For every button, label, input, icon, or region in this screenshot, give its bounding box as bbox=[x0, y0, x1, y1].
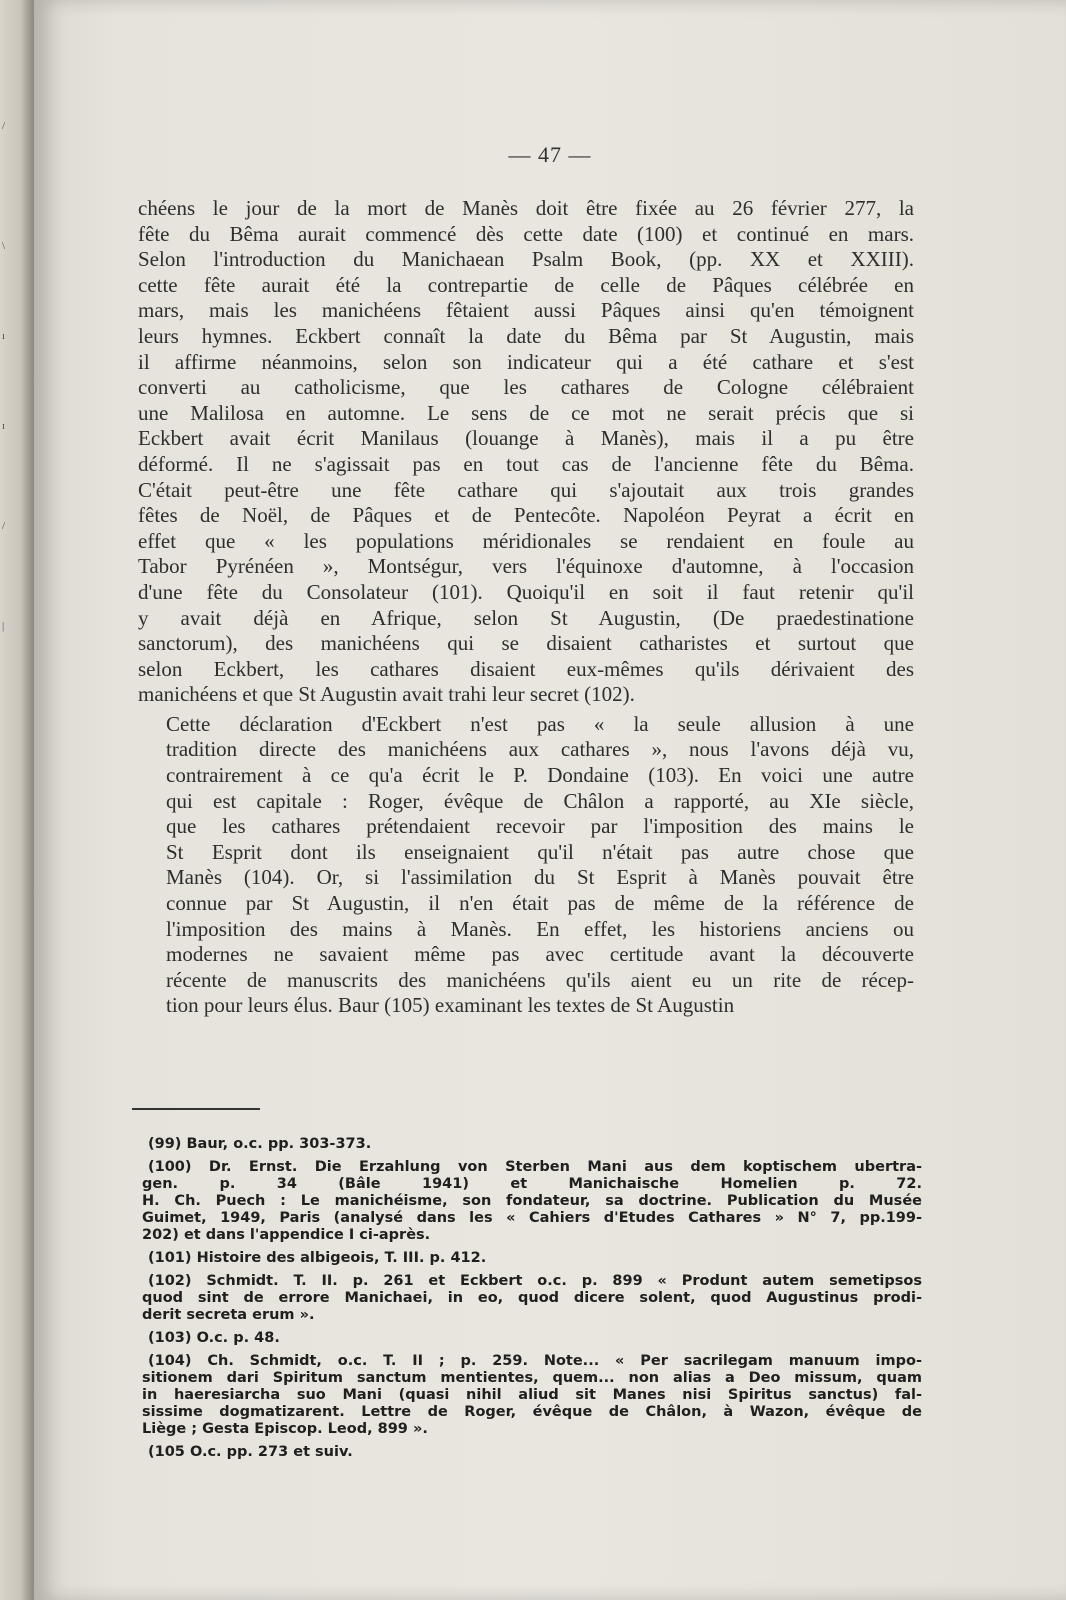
text-line: fête du Bêma aurait commencé dès cette date (100) et continué en mars. bbox=[138, 221, 914, 246]
adjacent-page-mark: / bbox=[2, 520, 6, 532]
footnote bbox=[142, 1273, 922, 1324]
text-line: une Malilosa en automne. Le sens de ce mot ne serait précis que si bbox=[138, 400, 914, 425]
text-line: cette fête aurait été la contrepartie de celle de Pâques célébrée en bbox=[138, 272, 914, 297]
footnote-line: 202) et dans l'appendice I ci-après. bbox=[142, 1227, 431, 1243]
adjacent-page-mark: \ bbox=[2, 240, 6, 252]
text-line: sanctorum), des manichéens qui se disaient catharistes et surtout que bbox=[138, 631, 914, 656]
page-number: — 47 — bbox=[508, 142, 592, 167]
footnote-line: (105 O.c. pp. 273 et suiv. bbox=[148, 1444, 353, 1460]
text-line: il affirme néanmoins, selon son indicateur qui a été cathare et s'est bbox=[138, 349, 914, 374]
text-line: l'imposition des mains à Manès. En effet, les historiens anciens ou bbox=[166, 916, 914, 941]
text-line: modernes ne savaient même pas avec certitude avant la découverte bbox=[166, 942, 914, 967]
text-line: tion pour leurs élus. Baur (105) examinant les textes de St Augustin bbox=[166, 993, 735, 1018]
adjacent-page-edge bbox=[0, 0, 34, 1600]
text-line: que les cathares prétendaient recevoir par l'imposition des mains le bbox=[166, 814, 914, 839]
footnote bbox=[142, 1250, 922, 1267]
footnote-rule bbox=[132, 1108, 260, 1110]
text-line: Cette déclaration d'Eckbert n'est pas « la seule allusion à une bbox=[166, 711, 914, 736]
text-line: selon Eckbert, les cathares disaient eux-mêmes qu'ils dérivaient des bbox=[138, 656, 914, 681]
text-line: leurs hymnes. Eckbert connaît la date du Bêma par St Augustin, mais bbox=[138, 323, 914, 348]
footnote-line: sissime dogmatizarent. Lettre de Roger, évêque de Châlon, à Wazon, évêque de bbox=[142, 1404, 922, 1420]
text-line: Tabor Pyrénéen », Montségur, vers l'équinoxe d'automne, à l'occasion bbox=[138, 554, 914, 579]
adjacent-page-mark: | bbox=[2, 620, 5, 632]
text-line: y avait déjà en Afrique, selon St Augustin, (De praedestinatione bbox=[138, 605, 914, 630]
body-text bbox=[138, 196, 914, 1019]
text-line: Eckbert avait écrit Manilaus (louange à Manès), mais il a pu être bbox=[138, 426, 914, 451]
footnote bbox=[142, 1159, 922, 1244]
footnote-line: (103) O.c. p. 48. bbox=[148, 1330, 280, 1346]
text-line: qui est capitale : Roger, évêque de Châlon a rapporté, au XIe siècle, bbox=[166, 788, 914, 813]
paragraph-2 bbox=[138, 712, 914, 1019]
text-line: Selon l'introduction du Manichaean Psalm Book, (pp. XX et XXIII). bbox=[138, 247, 914, 272]
text-line: connue par St Augustin, il n'en était pas de même de la référence de bbox=[166, 891, 914, 916]
footnote-line: sitionem dari Spiritum sanctum mentientes, quem... non alias a Deo missum, quam bbox=[142, 1370, 922, 1386]
adjacent-page-mark: / bbox=[2, 120, 6, 132]
footnote-line: quod sint de errore Manichaei, in eo, quod dicere solent, quod Augustinus prodi- bbox=[142, 1290, 922, 1306]
book-page bbox=[34, 0, 1066, 1600]
text-line: chéens le jour de la mort de Manès doit être fixée au 26 février 277, la bbox=[138, 196, 914, 220]
text-line: converti au catholicisme, que les cathares de Cologne célébraient bbox=[138, 375, 914, 400]
footnote bbox=[142, 1136, 922, 1153]
footnote bbox=[142, 1330, 922, 1347]
footnote bbox=[142, 1444, 922, 1461]
text-line: effet que « les populations méridionales se rendaient en foule au bbox=[138, 528, 914, 553]
text-line: tradition directe des manichéens aux cathares », nous l'avons déjà vu, bbox=[166, 737, 914, 762]
footnotes bbox=[142, 1136, 922, 1467]
text-line: St Esprit dont ils enseignaient qu'il n'était pas autre chose que bbox=[166, 839, 914, 864]
text-line: déformé. Il ne s'agissait pas en tout cas de l'ancienne fête du Bêma. bbox=[138, 451, 914, 476]
footnote-line: H. Ch. Puech : Le manichéisme, son fondateur, sa doctrine. Publication du Musée bbox=[142, 1193, 922, 1209]
paragraph-1 bbox=[138, 196, 914, 708]
footnote-line: Liège ; Gesta Episcop. Leod, 899 ». bbox=[142, 1421, 428, 1437]
footnote-line: Guimet, 1949, Paris (analysé dans les « Cahiers d'Etudes Cathares » N° 7, pp.199- bbox=[142, 1210, 922, 1226]
footnote-line: (102) Schmidt. T. II. p. 261 et Eckbert o.c. p. 899 « Produnt autem semetipsos bbox=[148, 1273, 922, 1289]
text-line: mars, mais les manichéens fêtaient aussi Pâques ainsi qu'en témoignent bbox=[138, 298, 914, 323]
text-line: Manès (104). Or, si l'assimilation du St Esprit à Manès pouvait être bbox=[166, 865, 914, 890]
text-line: fêtes de Noël, de Pâques et de Pentecôte. Napoléon Peyrat a écrit en bbox=[138, 503, 914, 528]
footnote-line: in haeresiarcha suo Mani (quasi nihil aliud sit Manes nisi Spiritus sanctus) fal- bbox=[142, 1387, 922, 1403]
footnote-line: (99) Baur, o.c. pp. 303-373. bbox=[148, 1136, 372, 1152]
adjacent-page-mark: ı bbox=[2, 330, 6, 342]
footnote-line: gen. p. 34 (Bâle 1941) et Manichaische Homelien p. 72. bbox=[142, 1176, 922, 1192]
text-line: C'était peut-être une fête cathare qui s'ajoutait aux trois grandes bbox=[138, 477, 914, 502]
footnote bbox=[142, 1353, 922, 1438]
footnote-line: (101) Histoire des albigeois, T. III. p. 412. bbox=[148, 1250, 487, 1266]
text-line: contrairement à ce qu'a écrit le P. Dondaine (103). En voici une autre bbox=[166, 763, 914, 788]
footnote-line: (100) Dr. Ernst. Die Erzahlung von Sterben Mani aus dem koptischem ubertra- bbox=[148, 1159, 922, 1175]
adjacent-page-mark: ɪ bbox=[2, 420, 6, 432]
footnote-line: derit secreta erum ». bbox=[142, 1307, 315, 1323]
text-line: manichéens et que St Augustin avait trahi leur secret (102). bbox=[138, 682, 635, 707]
text-line: d'une fête du Consolateur (101). Quoiqu'il en soit il faut retenir qu'il bbox=[138, 579, 914, 604]
text-line: récente de manuscrits des manichéens qu'ils aient eu un rite de récep- bbox=[166, 967, 914, 992]
footnote-line: (104) Ch. Schmidt, o.c. T. II ; p. 259. Note... « Per sacrilegam manuum impo- bbox=[148, 1353, 922, 1369]
